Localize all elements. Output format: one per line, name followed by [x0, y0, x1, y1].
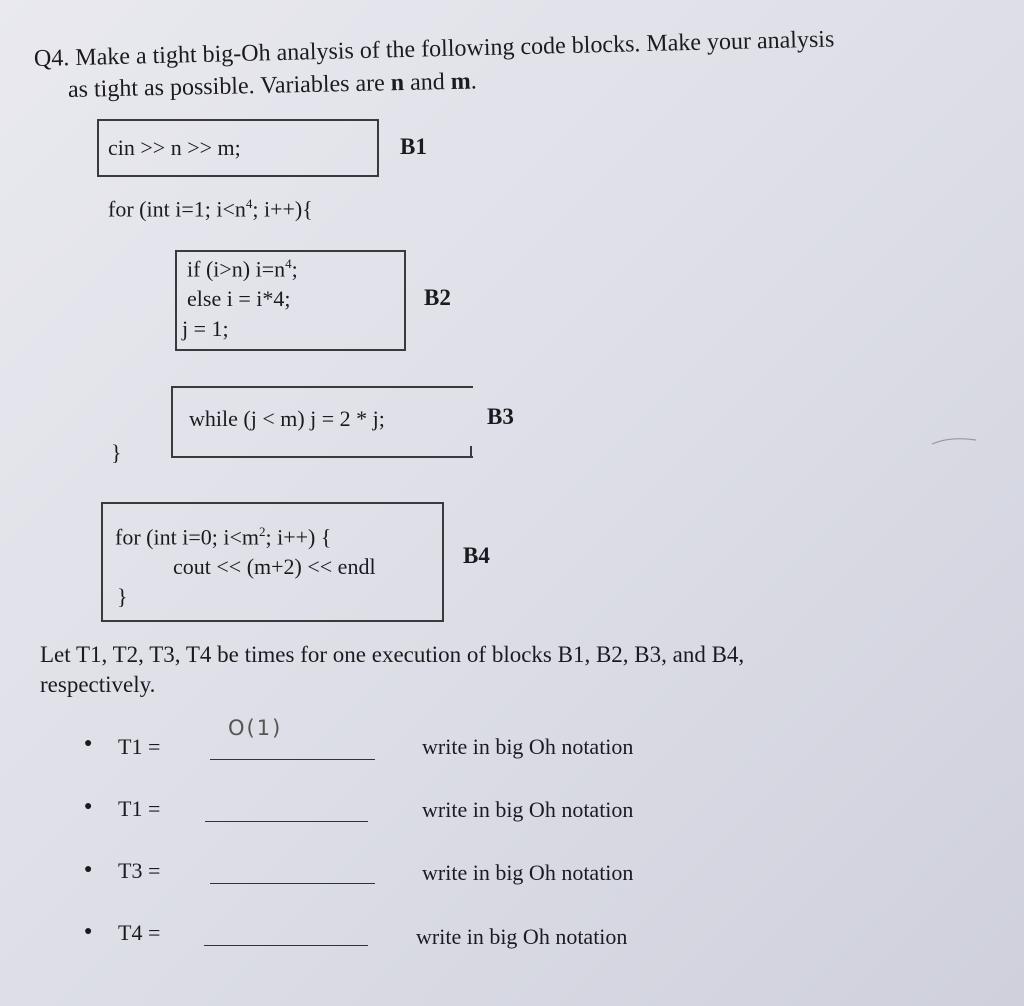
bullet-icon: ●: [84, 799, 93, 814]
question-period: .: [470, 68, 478, 95]
var-m: m: [450, 68, 472, 95]
answer-blank-1[interactable]: [210, 759, 375, 760]
answer-label-1: T1 =: [118, 734, 161, 759]
instruction-line-2: respectively.: [40, 672, 156, 697]
answer-handwritten-1: O(1): [228, 716, 283, 740]
question-text-2: as tight as possible. Variables are: [67, 70, 392, 103]
outer-for-pre: for (int i=1; i<n: [108, 196, 246, 222]
block-b2-box: [175, 250, 406, 351]
b3-code: while (j < m) j = 2 * j;: [189, 406, 385, 431]
answer-blank-4[interactable]: [204, 945, 368, 946]
b3-box-corner: [470, 446, 472, 458]
b4-line-1-pre: for (int i=0; i<m: [115, 524, 259, 550]
bullet-icon: ●: [84, 924, 93, 939]
block-b4-box: [101, 502, 444, 622]
b1-label: B1: [400, 134, 427, 159]
answer-label-4: T4 =: [118, 920, 161, 945]
answer-blank-2[interactable]: [205, 821, 368, 822]
answer-label-3: T3 =: [118, 858, 161, 883]
block-b3-box: [171, 386, 473, 458]
instruction-line-1: Let T1, T2, T3, T4 be times for one execution of blocks B1, B2, B3, and B4,: [40, 642, 745, 667]
b4-label: B4: [463, 543, 490, 568]
pencil-mark-icon: [930, 432, 980, 452]
b2-line-1-sup: 4: [285, 256, 292, 271]
var-n: n: [390, 69, 405, 97]
question-number: Q4.: [33, 45, 70, 72]
b2-label: B2: [424, 285, 451, 310]
b2-line-1-post: ;: [291, 256, 298, 282]
outer-close-brace: }: [111, 440, 122, 465]
b1-code: cin >> n >> m;: [108, 135, 241, 160]
b4-line-3: }: [117, 584, 128, 609]
bullet-icon: ●: [84, 862, 93, 877]
answer-hint-3: write in big Oh notation: [422, 860, 634, 885]
question-line-1: [34, 26, 835, 73]
answer-label-2: T1 =: [118, 796, 161, 821]
b2-line-2: else i = i*4;: [187, 286, 291, 311]
b4-line-1-sup: 2: [258, 524, 266, 539]
b4-line-1-post: ; i++) {: [265, 524, 332, 550]
b2-line-3: j = 1;: [182, 316, 229, 341]
outer-for-line: [108, 196, 313, 222]
outer-for-post: ; i++){: [252, 196, 313, 222]
block-b1-box: [97, 119, 379, 177]
b4-line-1: [115, 524, 331, 550]
question-line-2: [68, 68, 477, 104]
answer-hint-2: write in big Oh notation: [422, 797, 634, 822]
b4-line-2: cout << (m+2) << endl: [173, 554, 376, 579]
answer-blank-3[interactable]: [210, 883, 375, 884]
outer-for-sup: 4: [245, 196, 253, 211]
b3-label: B3: [487, 404, 514, 429]
b2-line-1: [187, 256, 298, 282]
bullet-icon: ●: [84, 736, 93, 751]
b2-line-1-pre: if (i>n) i=n: [187, 256, 286, 282]
question-and: and: [403, 68, 452, 96]
answer-hint-4: write in big Oh notation: [416, 924, 628, 949]
answer-hint-1: write in big Oh notation: [422, 734, 634, 759]
question-text-1: Make a tight big-Oh analysis of the following code blocks. Make your analysis: [75, 26, 835, 71]
